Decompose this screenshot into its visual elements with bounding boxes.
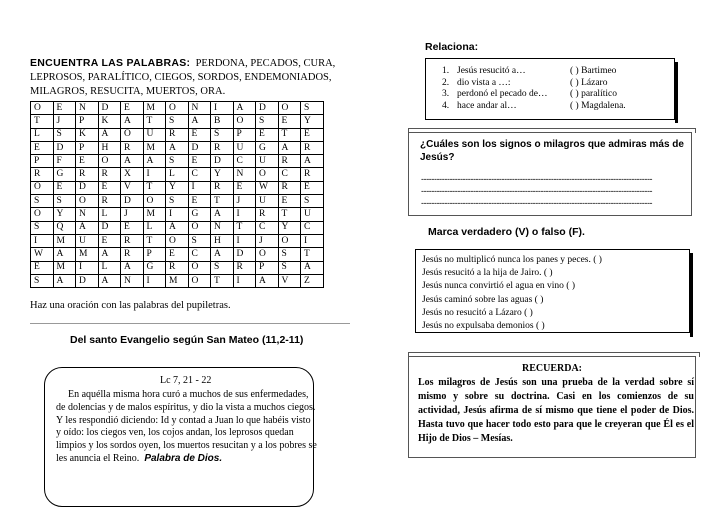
grid-cell[interactable]: A [278,141,301,154]
item-right[interactable]: ( ) Lázaro [570,77,608,88]
grid-cell[interactable]: S [166,195,189,208]
grid-cell[interactable]: O [188,274,211,287]
grid-cell[interactable]: T [233,221,256,234]
item-left: Jesús resucitó a… [457,66,526,76]
grid-cell[interactable]: R [211,181,234,194]
grid-cell[interactable]: I [301,234,324,247]
grid-cell[interactable]: O [256,168,279,181]
grid-cell[interactable]: L [98,208,121,221]
grid-cell[interactable]: P [256,261,279,274]
grid-cell[interactable]: M [143,102,166,115]
grid-cell[interactable]: R [256,208,279,221]
grid-cell[interactable]: Y [278,221,301,234]
grid-cell[interactable]: T [143,115,166,128]
grid-cell[interactable]: R [121,141,144,154]
grid-cell[interactable]: U [233,141,256,154]
grid-cell[interactable]: W [256,181,279,194]
grid-cell[interactable]: D [98,102,121,115]
grid-cell[interactable]: V [121,181,144,194]
grid-cell[interactable]: E [188,195,211,208]
grid-cell[interactable]: N [188,102,211,115]
gospel-passage [56,389,318,466]
item-right[interactable]: ( ) Bartimeo [570,66,617,76]
gospel-title: Del santo Evangelio según San Mateo (11,2-11) [70,334,304,346]
item-left: hace andar al… [457,100,517,111]
grid-cell[interactable]: C [188,168,211,181]
grid-cell[interactable]: T [143,234,166,247]
grid-cell[interactable]: A [211,208,234,221]
grid-cell[interactable]: D [98,221,121,234]
grid-row [31,261,324,274]
grid-row [31,155,324,168]
question-text: ¿Cuáles son los signos o milagros que admiras más de Jesús? [420,139,684,163]
grid-cell[interactable]: R [278,181,301,194]
grid-cell[interactable]: Q [53,221,76,234]
grid-cell[interactable]: E [278,115,301,128]
grid-cell[interactable]: M [143,141,166,154]
grid-cell[interactable]: E [98,234,121,247]
grid-cell[interactable]: O [31,181,54,194]
grid-cell[interactable]: D [76,181,99,194]
grid-row [31,208,324,221]
grid-cell[interactable]: M [53,234,76,247]
grid-cell[interactable]: I [188,181,211,194]
grid-cell[interactable]: I [143,274,166,287]
grid-cell[interactable]: N [76,208,99,221]
grid-cell[interactable]: O [278,102,301,115]
grid-cell[interactable]: L [31,128,54,141]
grid-cell[interactable]: D [233,248,256,261]
grid-cell[interactable]: Y [53,208,76,221]
grid-cell[interactable]: A [53,248,76,261]
grid-cell[interactable]: E [188,155,211,168]
grid-cell[interactable]: D [53,141,76,154]
grid-cell[interactable]: P [31,155,54,168]
grid-cell[interactable]: R [301,141,324,154]
grid-cell[interactable]: Z [301,274,324,287]
grid-cell[interactable]: A [121,261,144,274]
grid-cell[interactable]: A [53,274,76,287]
grid-row [31,234,324,247]
grid-cell[interactable]: R [98,168,121,181]
grid-cell[interactable]: O [121,128,144,141]
grid-cell[interactable]: S [301,102,324,115]
grid-row [31,141,324,154]
grid-cell[interactable]: N [233,168,256,181]
gospel-closing: Palabra de Dios. [144,452,223,464]
grid-cell[interactable]: C [233,155,256,168]
item-left: dio vista a …: [457,77,511,88]
grid-cell[interactable]: I [233,234,256,247]
grid-cell[interactable]: A [98,274,121,287]
grid-cell[interactable]: E [233,181,256,194]
true-false-item[interactable]: Jesús no resucitó a Lázaro ( ) [422,307,533,318]
grid-cell[interactable]: T [301,248,324,261]
grid-cell[interactable]: A [76,221,99,234]
gospel-reference: Lc 7, 21 - 22 [160,375,212,386]
grid-cell[interactable]: D [256,102,279,115]
grid-cell[interactable]: V [278,274,301,287]
grid-cell[interactable]: P [233,128,256,141]
grid-cell[interactable]: J [256,234,279,247]
relaciona-item [442,66,672,78]
grid-cell[interactable]: A [98,248,121,261]
true-false-title: Marca verdadero (V) o falso (F). [428,226,585,238]
wordsearch-words: PERDONA, PECADOS, CURA, LEPROSOS, PARALÍTICO, CIEGOS, SORDOS, ENDEMONIADOS, MILAGROS, RESUCITA, MUERTOS, ORA. [30,58,336,97]
grid-cell[interactable]: U [256,195,279,208]
grid-cell[interactable]: U [256,155,279,168]
grid-cell[interactable]: L [166,168,189,181]
grid-cell[interactable]: S [166,155,189,168]
grid-cell[interactable]: N [76,102,99,115]
grid-cell[interactable]: T [278,128,301,141]
grid-cell[interactable]: R [166,128,189,141]
grid-cell[interactable]: G [256,141,279,154]
grid-cell[interactable]: I [166,208,189,221]
grid-cell[interactable]: S [211,128,234,141]
grid-cell[interactable]: S [53,128,76,141]
grid-cell[interactable]: A [121,155,144,168]
grid-row [31,181,324,194]
grid-row [31,168,324,181]
true-false-item[interactable]: Jesús no expulsaba demonios ( ) [422,320,545,331]
grid-cell[interactable]: A [301,155,324,168]
grid-cell[interactable]: C [256,221,279,234]
grid-cell[interactable]: G [143,261,166,274]
grid-cell[interactable]: G [188,208,211,221]
grid-cell[interactable]: E [188,128,211,141]
grid-cell[interactable]: G [53,168,76,181]
grid-cell[interactable]: D [76,274,99,287]
grid-cell[interactable]: E [98,181,121,194]
grid-cell[interactable]: A [188,115,211,128]
grid-cell[interactable]: S [278,248,301,261]
grid-cell[interactable]: J [53,115,76,128]
grid-cell[interactable]: P [143,248,166,261]
grid-cell[interactable]: I [31,234,54,247]
grid-cell[interactable]: O [31,102,54,115]
grid-cell[interactable]: L [98,261,121,274]
grid-cell[interactable]: P [76,115,99,128]
item-number: 1. [442,66,450,76]
grid-cell[interactable]: E [121,221,144,234]
grid-cell[interactable]: E [31,141,54,154]
grid-cell[interactable]: O [278,234,301,247]
grid-cell[interactable]: R [121,248,144,261]
grid-cell[interactable]: A [256,274,279,287]
grid-cell[interactable]: S [188,234,211,247]
grid-cell[interactable]: O [76,195,99,208]
grid-cell[interactable]: F [53,155,76,168]
grid-cell[interactable]: A [166,221,189,234]
grid-cell[interactable]: O [166,102,189,115]
grid-cell[interactable]: A [211,248,234,261]
grid-cell[interactable]: N [211,221,234,234]
grid-cell[interactable]: H [98,141,121,154]
grid-cell[interactable]: C [301,221,324,234]
grid-cell[interactable]: I [143,168,166,181]
grid-cell[interactable]: S [256,115,279,128]
grid-cell[interactable]: J [121,208,144,221]
grid-cell[interactable]: E [301,128,324,141]
grid-cell[interactable]: R [98,195,121,208]
gospel-text: En aquélla misma hora curó a muchos de sus enfermedades, de dolencias y de malos espíritus, y dio la vista a muchos ciegos. Y les respondió diciendo: Id y contad a Juan lo que habéis visto y oído: los ciegos ven, los cojos andan, los leprosos quedan limpios y los sordos oyen, los muertos resucitan y a los pobres se les anuncia el Reino. [56,389,317,464]
grid-cell[interactable]: S [166,115,189,128]
grid-cell[interactable]: S [31,274,54,287]
grid-cell[interactable]: O [256,248,279,261]
wordsearch-heading: ENCUENTRA LAS PALABRAS [30,57,187,69]
grid-cell[interactable]: T [143,181,166,194]
grid-cell[interactable]: E [53,181,76,194]
grid-row [31,248,324,261]
grid-cell[interactable]: A [166,141,189,154]
grid-cell[interactable]: S [211,261,234,274]
grid-cell[interactable]: U [301,208,324,221]
grid-cell[interactable]: S [301,195,324,208]
grid-cell[interactable]: S [53,195,76,208]
grid-cell[interactable]: R [76,168,99,181]
grid-cell[interactable]: U [143,128,166,141]
grid-cell[interactable]: Y [301,115,324,128]
grid-row [31,195,324,208]
grid-cell[interactable]: P [76,141,99,154]
wordsearch-instructions: ENCUENTRA LAS PALABRAS: PERDONA, PECADOS, CURA, LEPROSOS, PARALÍTICO, CIEGOS, SORDOS, ENDEMONIADOS, MILAGROS, RESUCITA, MUERTOS, ORA. [30,57,336,97]
grid-cell[interactable]: M [76,248,99,261]
grid-cell[interactable]: E [76,155,99,168]
item-right[interactable]: ( ) Magdalena. [570,100,626,111]
true-false-box [415,249,690,333]
true-false-item[interactable]: Jesús no multiplicó nunca los panes y peces. ( ) [422,255,602,265]
grid-cell[interactable]: I [211,102,234,115]
grid-cell[interactable]: T [211,274,234,287]
grid-cell[interactable]: D [211,155,234,168]
answer-line[interactable]: ----------------------------------------------------------------------------------------- [421,186,653,196]
item-number: 2. [442,77,450,88]
grid-cell[interactable]: N [121,274,144,287]
grid-cell[interactable]: T [211,195,234,208]
sentence-instruction: Haz una oración con las palabras del pupiletras. [30,300,231,311]
grid-row [31,128,324,141]
wordsearch-grid [30,101,324,288]
grid-cell[interactable]: J [233,195,256,208]
grid-cell[interactable]: R [166,261,189,274]
grid-cell[interactable]: B [211,115,234,128]
true-false-item[interactable]: Jesús caminó sobre las aguas ( ) [422,294,544,305]
item-left: perdonó el pecado de… [457,89,548,99]
item-number: 4. [442,100,450,111]
relaciona-item [442,101,672,113]
grid-cell[interactable]: M [53,261,76,274]
relaciona-title: Relaciona: [425,41,479,53]
grid-cell[interactable]: E [31,261,54,274]
grid-cell[interactable]: T [31,115,54,128]
grid-cell[interactable]: O [31,208,54,221]
grid-row [31,274,324,287]
grid-cell[interactable]: O [166,234,189,247]
relaciona-item [442,78,672,90]
grid-cell[interactable]: O [188,261,211,274]
grid-cell[interactable]: R [121,234,144,247]
grid-cell[interactable]: A [301,261,324,274]
answer-line[interactable]: ----------------------------------------------------------------------------------------- [421,198,653,208]
true-false-item[interactable]: Jesús resucitó a la hija de Jairo. ( ) [422,268,553,279]
grid-cell[interactable]: O [143,195,166,208]
recuerda-text: Los milagros de Jesús son una prueba de la verdad sobre sí mismo y sobre su doctrina. Casi en los comienzos de su actividad, Jesús afirma de sí mismo que tiene el poder de Dios. Hasta tuvo que hacer todo esto para que le creyeran que Él es el Hijo de Dios – Mesías. [418,377,694,444]
true-false-item[interactable]: Jesús nunca convirtió el agua en vino ( ) [422,281,576,292]
grid-row [31,221,324,234]
grid-cell[interactable]: S [278,261,301,274]
grid-cell[interactable]: E [166,248,189,261]
grid-cell[interactable]: A [233,102,256,115]
grid-cell[interactable]: C [188,248,211,261]
grid-cell[interactable]: D [188,141,211,154]
grid-cell[interactable]: O [188,221,211,234]
grid-cell[interactable]: Y [166,181,189,194]
grid-cell[interactable]: E [301,181,324,194]
grid-cell[interactable]: K [98,115,121,128]
grid-cell[interactable]: I [233,274,256,287]
grid-cell[interactable]: I [76,261,99,274]
grid-cell[interactable]: U [76,234,99,247]
grid-cell[interactable]: T [278,208,301,221]
grid-cell[interactable]: A [98,128,121,141]
grid-cell[interactable]: X [121,168,144,181]
grid-cell[interactable]: R [301,168,324,181]
relaciona-item [442,89,672,101]
grid-cell[interactable]: R [233,261,256,274]
grid-row [31,115,324,128]
grid-cell[interactable]: D [121,195,144,208]
grid-cell[interactable]: L [143,221,166,234]
grid-row [31,102,324,115]
grid-cell[interactable]: S [31,221,54,234]
grid-cell[interactable]: I [233,208,256,221]
grid-cell[interactable]: M [166,274,189,287]
item-right[interactable]: ( ) paralítico [570,89,617,99]
grid-cell[interactable]: H [211,234,234,247]
grid-cell[interactable]: O [98,155,121,168]
grid-cell[interactable]: M [143,208,166,221]
divider [30,323,350,324]
answer-line[interactable]: ----------------------------------------------------------------------------------------- [421,174,653,184]
grid-cell[interactable]: A [121,115,144,128]
grid-cell[interactable]: C [278,168,301,181]
grid-cell[interactable]: E [256,128,279,141]
grid-cell[interactable]: R [278,155,301,168]
grid-cell[interactable]: K [76,128,99,141]
grid-cell[interactable]: E [53,102,76,115]
item-number: 3. [442,89,450,99]
grid-cell[interactable]: O [233,115,256,128]
relaciona-box [425,58,675,120]
grid-cell[interactable]: A [143,155,166,168]
grid-cell[interactable]: R [211,141,234,154]
grid-cell[interactable]: R [31,168,54,181]
grid-cell[interactable]: Y [211,168,234,181]
grid-cell[interactable]: W [31,248,54,261]
recuerda-title: RECUERDA: [522,363,582,374]
grid-cell[interactable]: E [278,195,301,208]
grid-cell[interactable]: E [121,102,144,115]
grid-cell[interactable]: S [31,195,54,208]
